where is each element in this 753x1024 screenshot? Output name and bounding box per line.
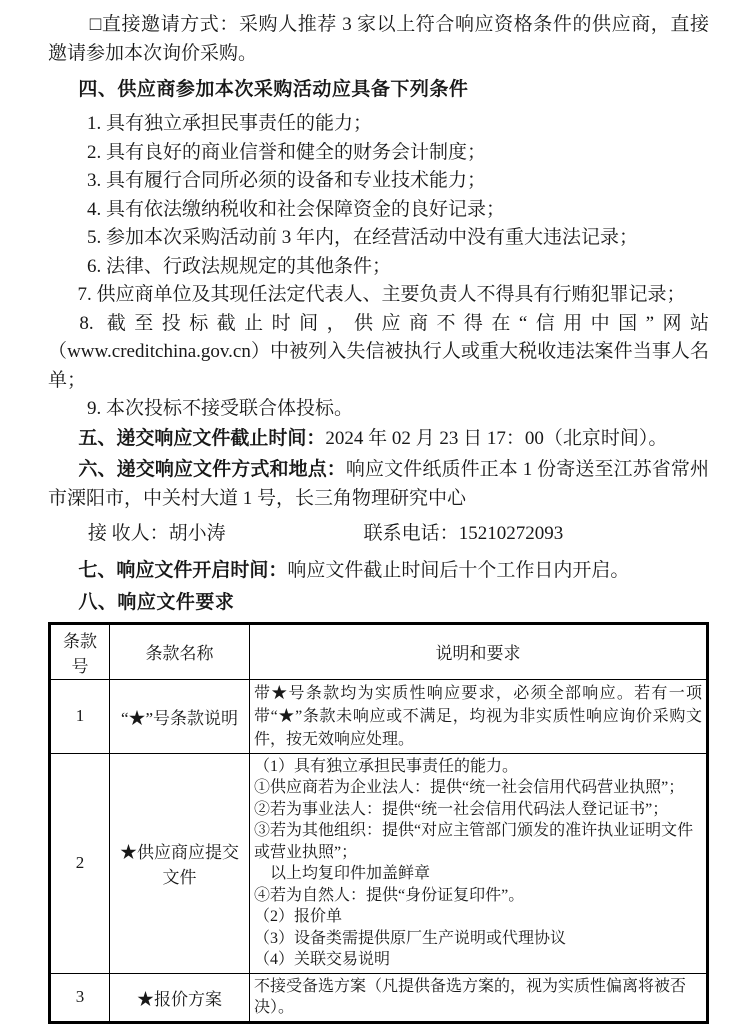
section6-label: 六、递交响应文件方式和地点：: [78, 458, 346, 480]
section5-value: 2024 年 02 月 23 日 17：00（北京时间）。: [325, 427, 668, 449]
clause-name: “★”号条款说明: [110, 679, 250, 753]
clause-no: 3: [50, 973, 110, 1022]
checkbox-icon: □: [89, 14, 102, 35]
section5-deadline-line: [48, 424, 709, 453]
clause-desc: 带★号条款均为实质性响应要求，必须全部响应。若有一项带“★”条款未响应或不满足，均视为非实质性响应询价采购文件，按无效响应处理。: [250, 679, 708, 753]
clause-desc: [250, 753, 708, 973]
section7-opening-line: [48, 556, 709, 585]
desc-line: ③若为其他组织：提供“对应主管部门颁发的准许执业证明文件或营业执照”；: [254, 822, 694, 861]
desc-line: （2）报价单: [254, 908, 343, 925]
list-item: 5. 参加本次采购活动前 3 年内，在经营活动中没有重大违法记录；: [86, 227, 638, 248]
clause-name: ★供应商应提交文件: [110, 753, 250, 973]
header-clause-no: 条款号: [50, 623, 110, 679]
section8-heading: 八、响应文件要求: [78, 591, 235, 613]
phone-number: 15210272093: [458, 522, 564, 544]
section7-label: 七、响应文件开启时间：: [78, 559, 288, 581]
requirements-table: [48, 622, 709, 1024]
header-clause-desc: 说明和要求: [250, 623, 708, 679]
list-item: 3. 具有履行合同所必须的设备和专业技术能力；: [86, 170, 486, 191]
table-row: [50, 973, 708, 1022]
list-item: 7. 供应商单位及其现任法定代表人、主要负责人不得具有行贿犯罪记录；: [77, 284, 686, 305]
clause-name: ★报价方案: [110, 973, 250, 1022]
contact-line: [48, 519, 709, 548]
desc-line: ①供应商若为企业法人：提供“统一社会信用代码营业执照”；: [254, 779, 685, 796]
list-item: 4. 具有依法缴纳税收和社会保障资金的良好记录；: [86, 198, 505, 220]
header-clause-name: 条款名称: [110, 623, 250, 679]
desc-line: ②若为事业法人：提供“统一社会信用代码法人登记证书”；: [254, 800, 669, 818]
phone-label: 联系电话：: [363, 522, 459, 544]
section5-label: 五、递交响应文件截止时间：: [78, 427, 326, 449]
clause-no: 2: [50, 753, 110, 973]
receiver-label: 接 收人：: [87, 522, 169, 544]
direct-invitation-paragraph: [48, 10, 709, 68]
receiver-name: 胡小涛: [168, 522, 226, 544]
table-row: [50, 753, 708, 973]
clause-no: 1: [50, 679, 110, 753]
section6-value: 响应文件纸质件正本 1 份寄送至江苏省常州市溧阳市，中关村大道 1 号，长三角物理研究中心: [48, 458, 709, 509]
list-item: 6. 法律、行政法规规定的其他条件；: [86, 255, 391, 277]
desc-line: ④若为自然人：提供“身份证复印件”。: [254, 886, 525, 904]
list-item: 8. 截至投标截止时间，供应商不得在“信用中国”网站（www.creditchina.gov.cn）中被列入失信被执行人或重大税收违法案件当事人名单；: [48, 312, 709, 391]
table-row: [50, 679, 708, 753]
desc-line: 以上均复印件加盖鲜章: [254, 865, 431, 882]
clause-desc: 不接受备选方案（凡提供备选方案的，视为实质性偏离将被否决）。: [250, 973, 708, 1022]
section6-delivery-line: [48, 455, 709, 513]
direct-invitation-text: 直接邀请方式：采购人推荐 3 家以上符合响应资格条件的供应商，直接邀请参加本次询价采购。: [48, 14, 709, 64]
desc-line: （1）具有独立承担民事责任的能力。: [254, 757, 519, 775]
section4-heading: 四、供应商参加本次采购活动应具备下列条件: [78, 79, 469, 100]
section7-value: 响应文件截止时间后十个工作日内开启。: [287, 559, 630, 581]
list-item: 2. 具有良好的商业信誉和健全的财务会计制度；: [86, 141, 486, 163]
list-item: 1. 具有独立承担民事责任的能力；: [86, 113, 372, 134]
table-header-row: [50, 623, 708, 679]
desc-line: （4）关联交易说明: [254, 951, 391, 968]
supplier-conditions-list: [48, 110, 709, 424]
desc-line: （3）设备类需提供原厂生产说明或代理协议: [254, 929, 567, 947]
list-item: 9. 本次投标不接受联合体投标。: [86, 398, 353, 419]
